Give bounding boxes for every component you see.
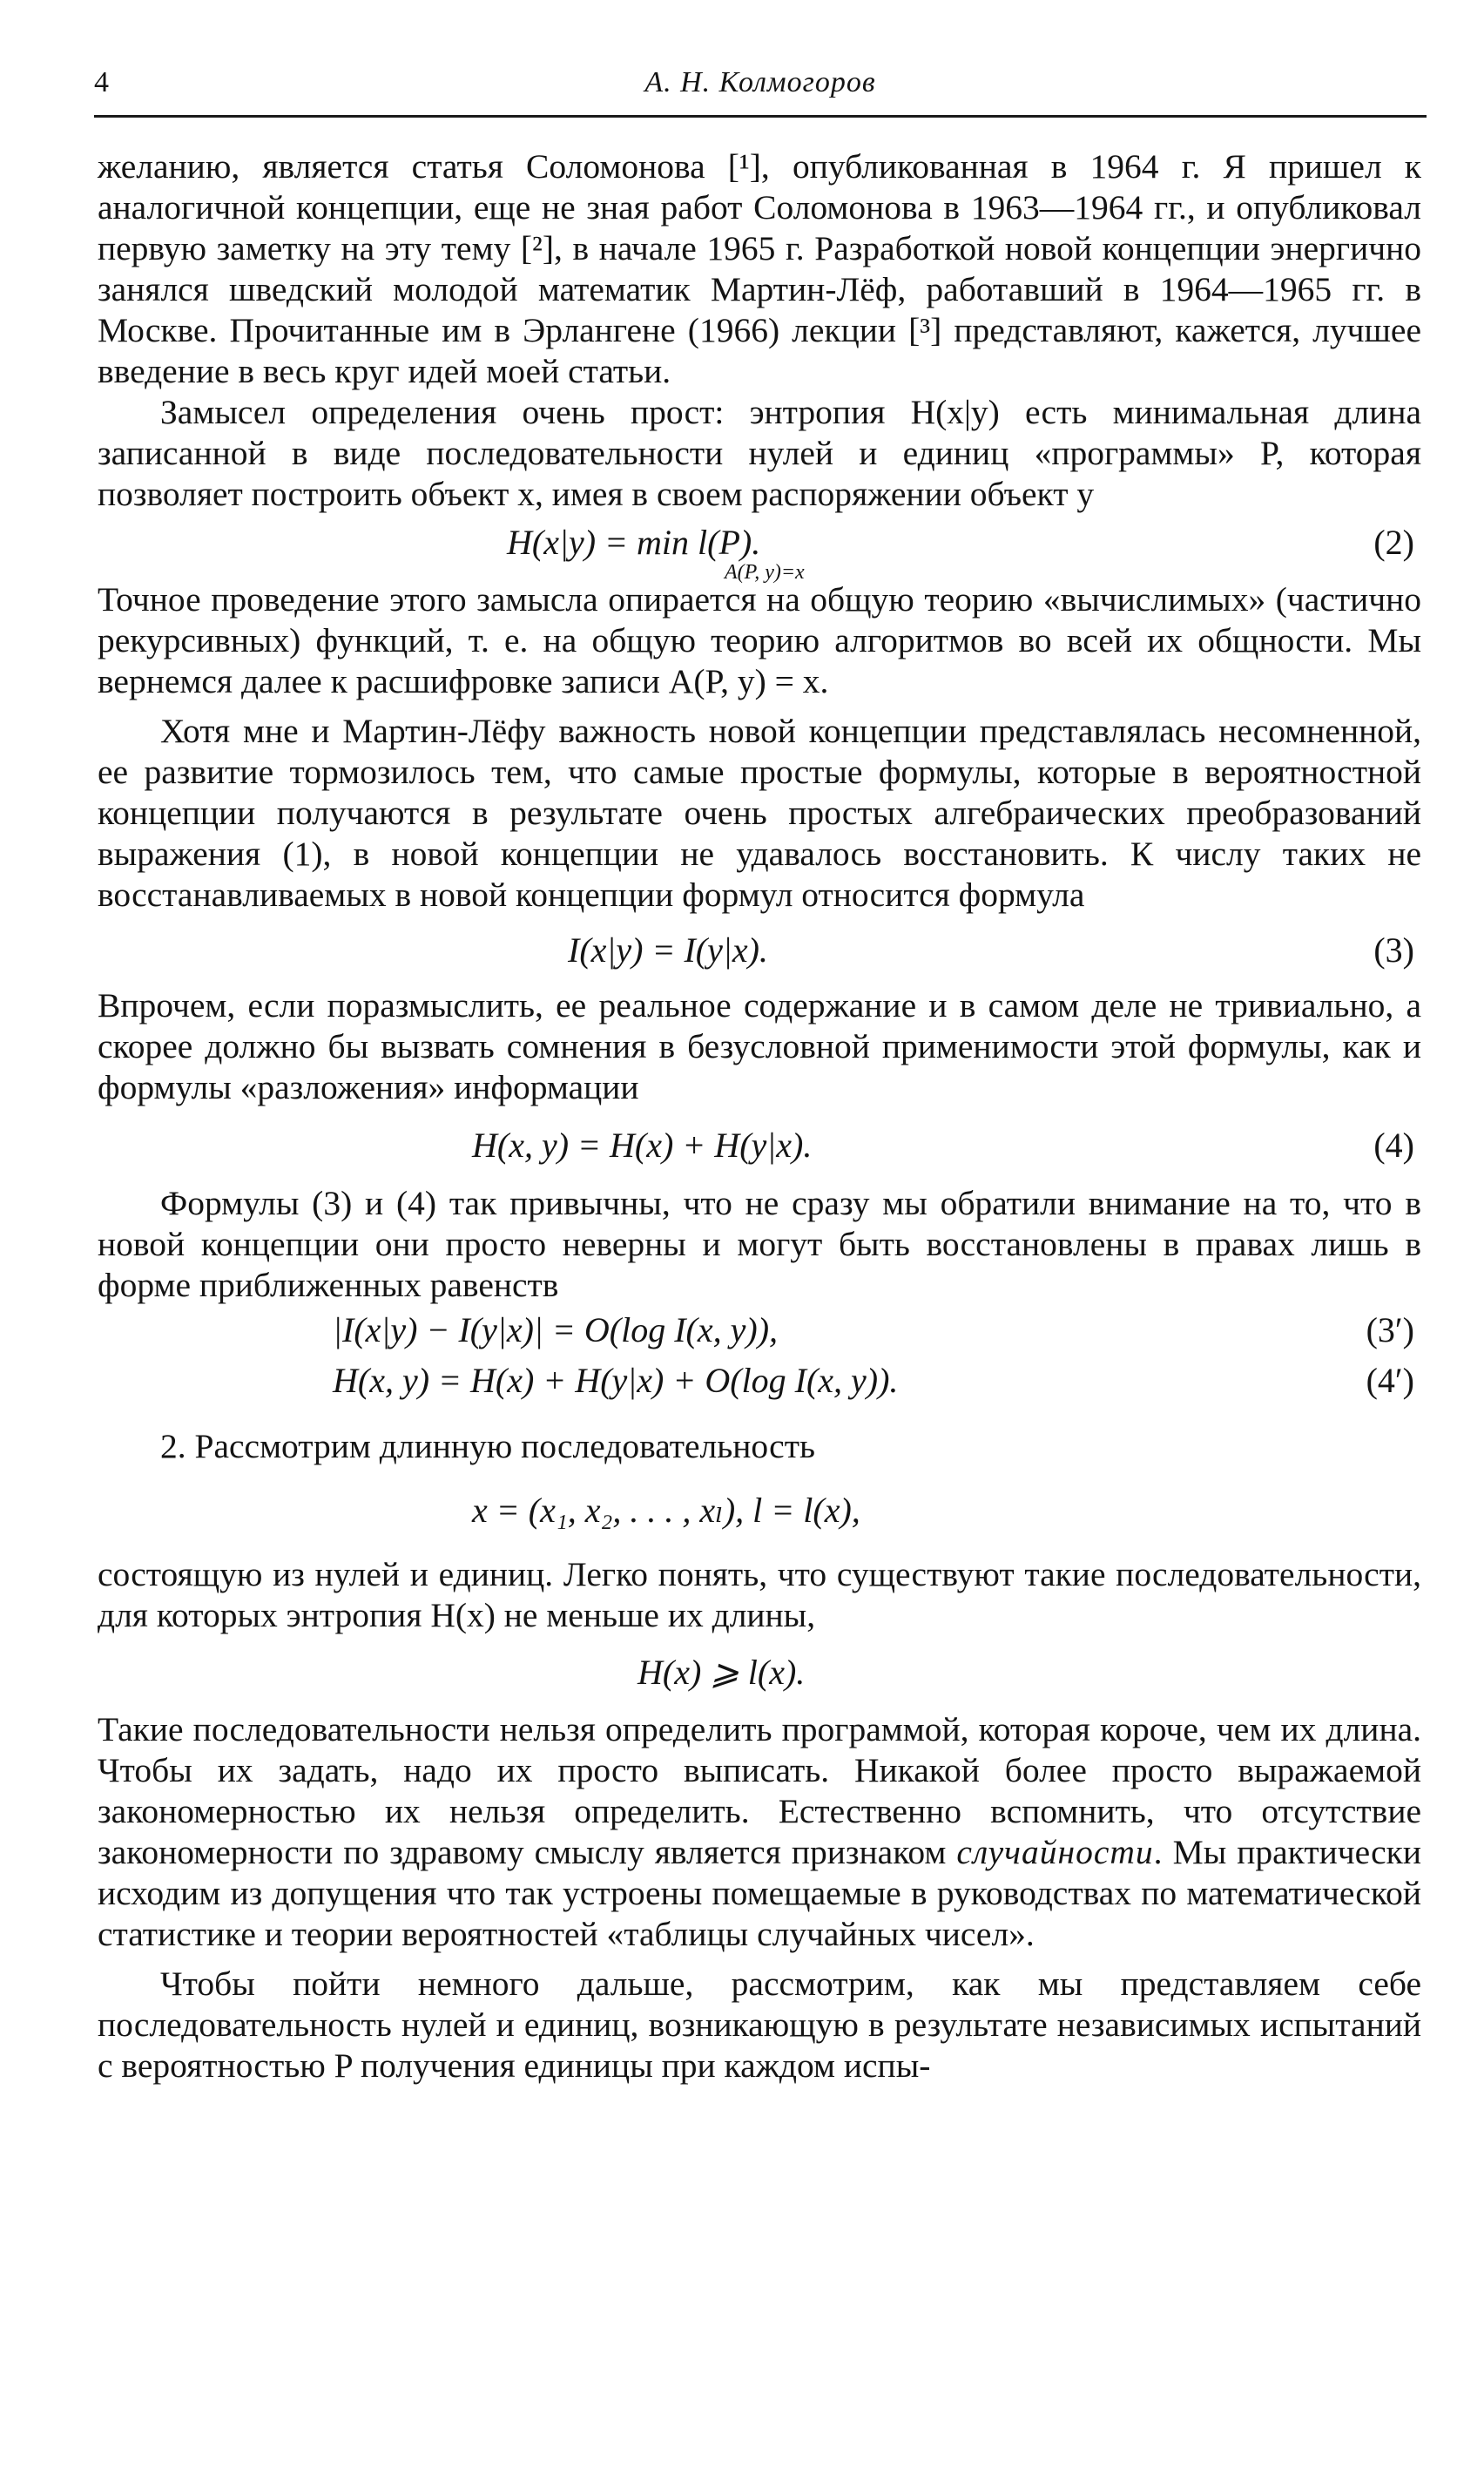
paragraph: желанию, является статья Соломонова [¹], опубликованная в 1964 г. Я пришел к аналогичной концепции, еще не зная работ Соломонова в 1963—1964 гг., и опубликовал первую заметку на эту тему [²], в начале 1965 г. Разработкой новой концепции энергично занялся шведский молодой математик Мартин-Лёф, работавший в 1964—1965 гг. в Москве. Прочитанные им в Эрлангене (1966) лекции [³] представляют, кажется, лучшее введение в весь круг идей моей статьи. bbox=[98, 147, 1421, 390]
page-number: 4 bbox=[94, 66, 109, 98]
formula-2 bbox=[98, 515, 1421, 584]
formula-expression: H(x, y) = H(x) + H(y|x) + O(log I(x, y)). bbox=[333, 1361, 899, 1400]
paragraph: Точное проведение этого замысла опирается на общую теорию «вычислимых» (частично рекурсивных) функций, т. е. на общую теорию алгоритмов во всей их общности. Мы вернемся далее к расшифровке записи A(P, y) = x. bbox=[98, 580, 1421, 700]
running-head: А. Н. Колмогоров bbox=[644, 66, 876, 98]
formula-inequality bbox=[98, 1636, 1421, 1709]
formula-subscript: A(P, y)=x bbox=[725, 561, 805, 584]
formula-number: (3′) bbox=[1366, 1310, 1414, 1349]
paragraph: состоящую из нулей и единиц. Легко понять, что существуют такие последовательности, для которых энтропия H(x) не меньше их длины, bbox=[98, 1555, 1421, 1634]
page-body bbox=[98, 146, 1421, 2086]
paragraph-text: . Мы практически исходим из допущения что так устроены помещаемые в руководствах по математической статистике и теории вероятностей «таблицы случайных чисел». bbox=[98, 1833, 1421, 1953]
formula-number: (2) bbox=[1373, 523, 1414, 562]
formula-number: (3) bbox=[1373, 930, 1414, 970]
section-start: 2. Рассмотрим длинную последовательность bbox=[160, 1427, 815, 1465]
emphasis: случайности bbox=[956, 1833, 1154, 1871]
page-header bbox=[94, 63, 1427, 118]
formula-expression: I(x|y) = I(y|x). bbox=[568, 930, 768, 970]
formula-3 bbox=[98, 916, 1421, 985]
formula-4 bbox=[98, 1108, 1421, 1183]
paragraph: Формулы (3) и (4) так привычны, что не сразу мы обратили внимание на то, что в новой концепции они просто неверны и могут быть восстановлены в правах лишь в форме приближенных равенств bbox=[98, 1184, 1421, 1304]
formula-3-prime bbox=[98, 1306, 1421, 1355]
paragraph bbox=[98, 1709, 1421, 1955]
formula-expression: x = (x₁, x₂, . . . , xₗ), l = l(x), bbox=[472, 1491, 860, 1530]
paragraph: Чтобы пойти немного дальше, рассмотрим, как мы представляем себе последовательность нулей и единиц, возникающую в результате независимых испытаний с вероятностью P получения единицы при каждом испы- bbox=[98, 1964, 1421, 2085]
formula-number: (4′) bbox=[1366, 1361, 1414, 1400]
formula-sequence bbox=[98, 1467, 1421, 1554]
formula-expression: |I(x|y) − I(y|x)| = O(log I(x, y)), bbox=[333, 1310, 779, 1349]
paragraph-text: Такие последовательности нельзя определить программой, которая короче, чем их длина. Чтобы их задать, надо их просто выписать. Никакой более просто выражаемой закономерностью их нельзя определить. Естественно вспомнить, что отсутствие закономерности по здравому смыслу является признаком bbox=[98, 1710, 1421, 1871]
formula-expression: H(x|y) = min l(P). bbox=[507, 523, 761, 562]
formula-expression: H(x) ⩾ l(x). bbox=[637, 1653, 806, 1692]
formula-4-prime bbox=[98, 1355, 1421, 1407]
paragraph: Хотя мне и Мартин-Лёфу важность новой концепции представлялась несомненной, ее развитие тормозилось тем, что самые простые формулы, которые в вероятностной концепции получаются в результате очень простых алгебраических преобразований выражения (1), в новой концепции не удавалось восстановить. К числу таких не восстанавливаемых в новой концепции формул относится формула bbox=[98, 712, 1421, 914]
paragraph: Замысел определения очень прост: энтропия H(x|y) есть минимальная длина записанной в виде последовательности нулей и единиц «программы» P, которая позволяет построить объект x, имея в своем распоряжении объект y bbox=[98, 393, 1421, 513]
formula-number: (4) bbox=[1373, 1126, 1414, 1165]
formula-expression: H(x, y) = H(x) + H(y|x). bbox=[472, 1126, 813, 1165]
paragraph: Впрочем, если поразмыслить, ее реальное содержание и в самом деле не тривиально, а скорее должно бы вызвать сомнения в безусловной применимости этой формулы, как и формулы «разложения» информации bbox=[98, 986, 1421, 1106]
